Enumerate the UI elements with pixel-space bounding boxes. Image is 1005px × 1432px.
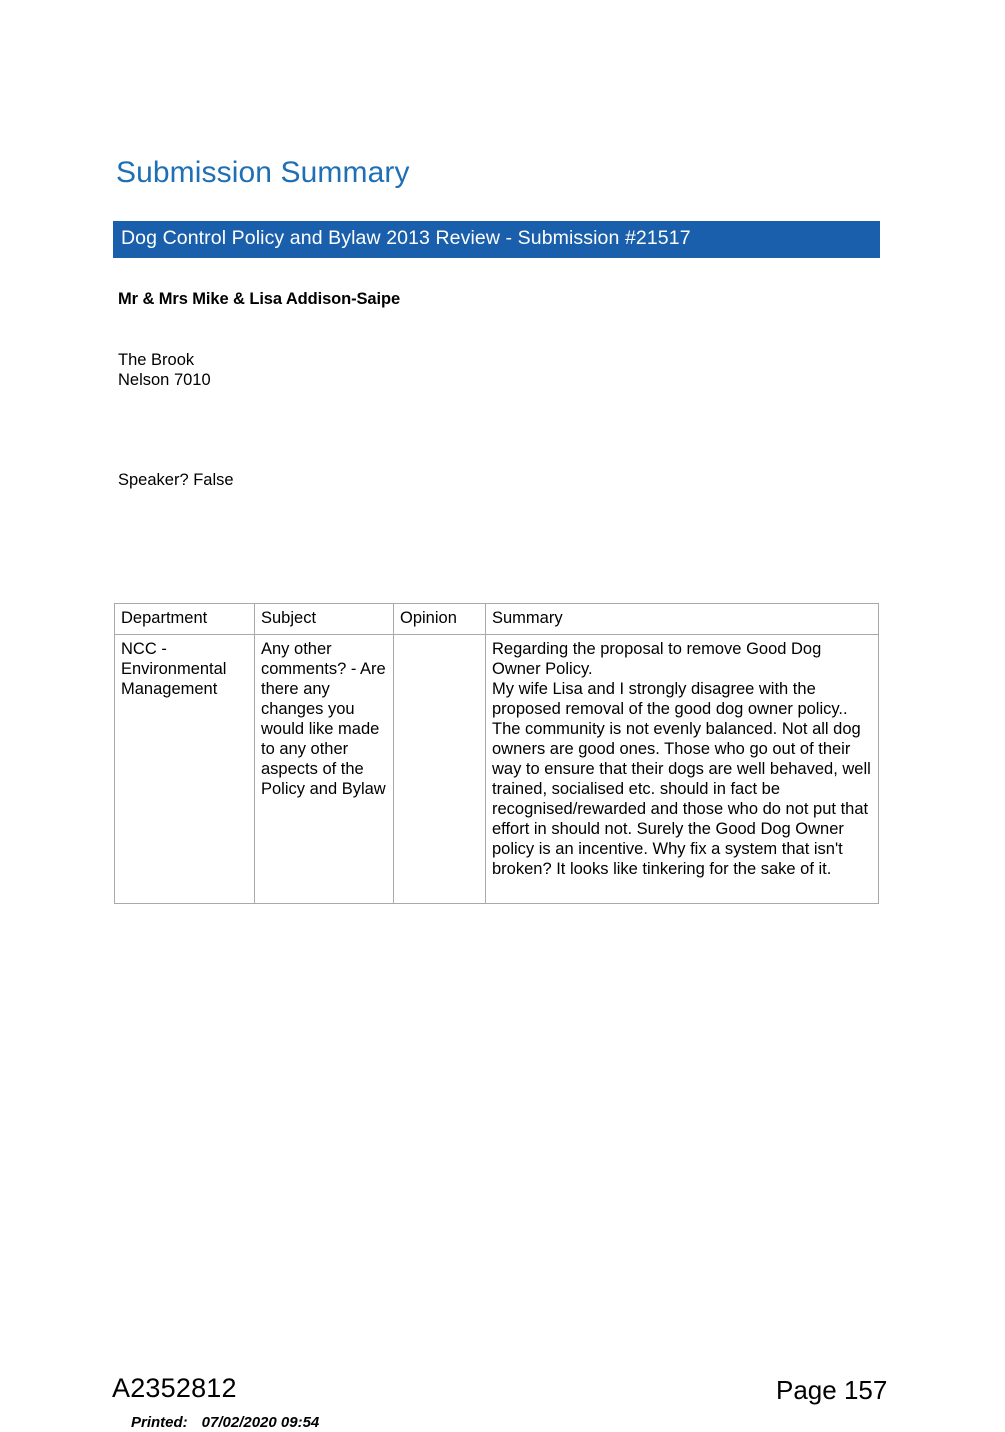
submission-banner xyxy=(113,221,880,258)
cell-subject: Any other comments? - Are there any changes you would like made to any other aspects of the Policy and Bylaw xyxy=(255,635,394,904)
cell-opinion xyxy=(394,635,486,904)
submitter-name: Mr & Mrs Mike & Lisa Addison-Saipe xyxy=(118,290,401,308)
footer-document-id: A2352812 xyxy=(112,1373,237,1403)
address-line-2: Nelson 7010 xyxy=(118,371,211,389)
page-title: Submission Summary xyxy=(116,156,410,189)
cell-summary xyxy=(486,635,879,904)
footer-printed xyxy=(131,1414,319,1431)
column-header-department: Department xyxy=(115,604,255,635)
column-header-opinion: Opinion xyxy=(394,604,486,635)
column-header-summary: Summary xyxy=(486,604,879,635)
table-row xyxy=(115,635,879,904)
submission-banner-label: Dog Control Policy and Bylaw 2013 Review - Submission #21517 xyxy=(121,227,691,249)
cell-department: NCC - Environmental Management xyxy=(115,635,255,904)
summary-paragraph-1: Regarding the proposal to remove Good Dog Owner Policy. xyxy=(492,640,822,678)
submitter-address xyxy=(118,350,211,390)
table-header-row xyxy=(115,604,879,635)
speaker-status: Speaker? False xyxy=(118,471,234,489)
submission-table xyxy=(114,603,879,904)
column-header-subject: Subject xyxy=(255,604,394,635)
summary-paragraph-2: My wife Lisa and I strongly disagree with the proposed removal of the good dog owner policy.. The community is not evenly balanced. Not all dog owners are good ones. Those who go out of their way to ensure that their dogs are well behaved, well trained, socialised etc. should in fact be recognised/rewarded and those who do not put that effort in should not. Surely the Good Dog Owner policy is an incentive. Why fix a system that isn't broken? It looks like tinkering for the sake of it. xyxy=(492,680,871,878)
address-line-1: The Brook xyxy=(118,351,195,369)
footer-printed-label: Printed: xyxy=(131,1414,188,1431)
footer-page-number: Page 157 xyxy=(776,1375,888,1405)
footer-printed-value: 07/02/2020 09:54 xyxy=(201,1414,320,1431)
